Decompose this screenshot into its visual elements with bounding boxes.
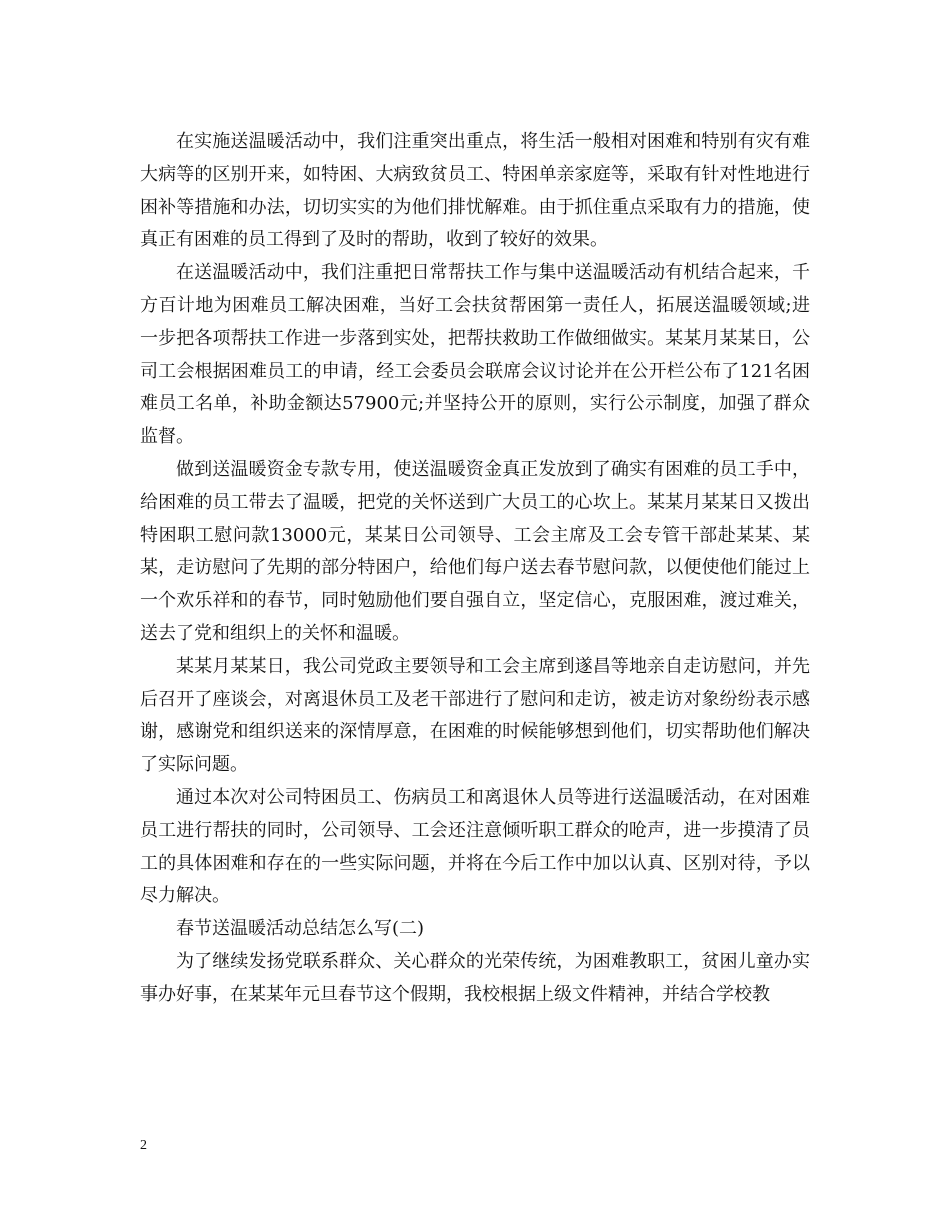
paragraph: 通过本次对公司特困员工、伤病员工和离退休人员等进行送温暖活动，在对困难员工进行帮扶的同时，公司领导、工会还注意倾听职工群众的呛声，进一步摸清了员工的具体困难和存在的一些实际问题，并将在今后工作中加以认真、区别对待，予以尽力解决。 bbox=[140, 786, 810, 907]
paragraph: 做到送温暖资金专款专用，使送温暖资金真正发放到了确实有困难的员工手中，给困难的员工带去了温暖，把党的关怀送到广大员工的心坎上。某某月某某日又拨出特困职工慰问款13000元，某某日公司领导、工会主席及工会专管干部赴某某、某某，走访慰问了先期的部分特困户，给他们每户送去春节慰问款，以便使他们能过上一个欢乐祥和的春节，同时勉励他们要自强自立，坚定信心，克服困难，渡过难关，送去了党和组织上的关怀和温暖。 bbox=[140, 458, 810, 644]
paragraph: 某某月某某日，我公司党政主要领导和工会主席到遂昌等地亲自走访慰问，并先后召开了座谈会，对离退休员工及老干部进行了慰问和走访，被走访对象纷纷表示感谢，感谢党和组织送来的深情厚意，在困难的时候能够想到他们，切实帮助他们解决了实际问题。 bbox=[140, 655, 810, 776]
paragraph: 为了继续发扬党联系群众、关心群众的光荣传统，为困难教职工，贫困儿童办实事办好事，在某某年元旦春节这个假期，我校根据上级文件精神，并结合学校教 bbox=[140, 950, 810, 1005]
section-heading: 春节送温暖活动总结怎么写(二) bbox=[176, 918, 425, 940]
document-body bbox=[140, 126, 810, 1012]
paragraph: 在送温暖活动中，我们注重把日常帮扶工作与集中送温暖活动有机结合起来，千方百计地为困难员工解决困难，当好工会扶贫帮困第一责任人，拓展送温暖领域;进一步把各项帮扶工作进一步落到实处，把帮扶救助工作做细做实。某某月某某日，公司工会根据困难员工的申请，经工会委员会联席会议讨论并在公开栏公布了121名困难员工名单，补助金额达57900元;并坚持公开的原则，实行公示制度，加强了群众监督。 bbox=[140, 262, 810, 448]
page-number: 2 bbox=[140, 1138, 147, 1153]
paragraph: 在实施送温暖活动中，我们注重突出重点，将生活一般相对困难和特别有灾有难大病等的区别开来，如特困、大病致贫员工、特困单亲家庭等，采取有针对性地进行困补等措施和办法，切切实实的为他们排忧解难。由于抓住重点采取有力的措施，使真正有困难的员工得到了及时的帮助，收到了较好的效果。 bbox=[140, 131, 810, 251]
